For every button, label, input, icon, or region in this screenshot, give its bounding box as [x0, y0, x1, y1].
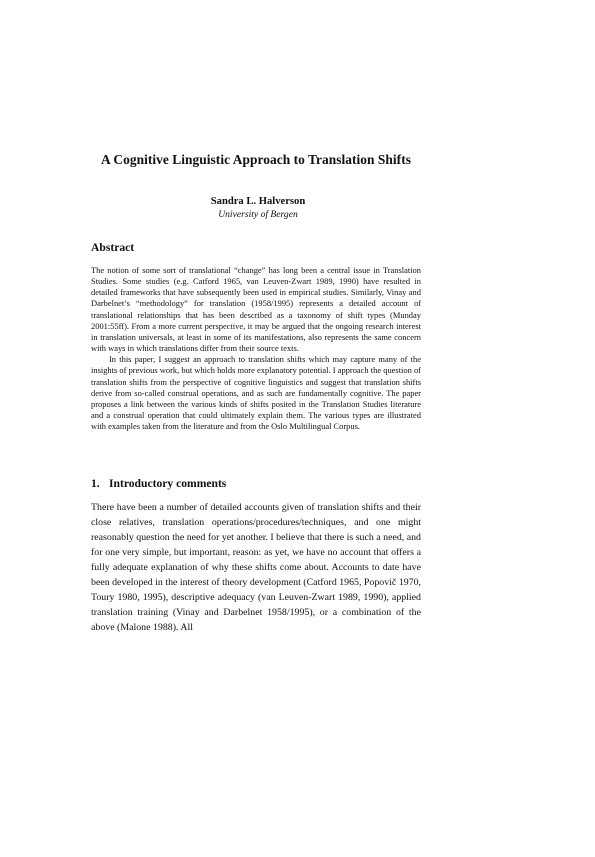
paper-title: A Cognitive Linguistic Approach to Translation Shifts [101, 152, 411, 167]
section-heading-introductory-comments [91, 476, 226, 491]
abstract-body [91, 265, 421, 432]
abstract-heading: Abstract [91, 241, 135, 254]
section-number: 1. [91, 477, 100, 490]
section-title: Introductory comments [109, 477, 227, 490]
abstract-paragraph-1: The notion of some sort of translational “change” has long been a central issue in Translation Studies. Some studies (e.g. Catford 1965, van Leuven-Zwart 1989, 1990) have resulted in detailed frameworks that have subsequently been used in empirical studies. Similarly, Vinay and Darbelnet’s “methodology” for translation (1958/1995) represents a detailed account of translational relationships that has been described as a taxonomy of shift types (Munday 2001:55ff). From a more current perspective, it may be argued that the ongoing research interest in translation universals, at least in some of its manifestations, also represents the same concern with ways in which translations differ from their source texts. [91, 265, 421, 354]
author-affiliation: University of Bergen [218, 209, 298, 220]
abstract-paragraph-2: In this paper, I suggest an approach to translation shifts which may capture many of the insights of previous work, but which holds more explanatory potential. I approach the question of translation shifts from the perspective of cognitive linguistics and suggest that translation shifts derive from so-called construal operations, and as such are fundamentally cognitive. The paper proposes a link between the various kinds of shifts posited in the Translation Studies literature and a construal operation that could ultimately explain them. The various types are illustrated with examples taken from the literature and from the Oslo Multilingual Corpus. [91, 354, 421, 432]
body-paragraph: There have been a number of detailed accounts given of translation shifts and their close relatives, translation operations/procedures/techniques, and one might reasonably question the need for yet another. I believe that there is such a need, and for one very simple, but important, reason: as yet, we have no account that offers a fully adequate explanation of why these shifts come about. Accounts to date have been developed in the interest of theory development (Catford 1965, Popovič 1970, Toury 1980, 1995), descriptive adequacy (van Leuven-Zwart 1989, 1990), applied translation training (Vinay and Darbelnet 1958/1995), or a combination of the above (Malone 1988). All [91, 502, 421, 634]
author-name: Sandra L. Halverson [210, 196, 306, 207]
section-body [91, 500, 421, 635]
